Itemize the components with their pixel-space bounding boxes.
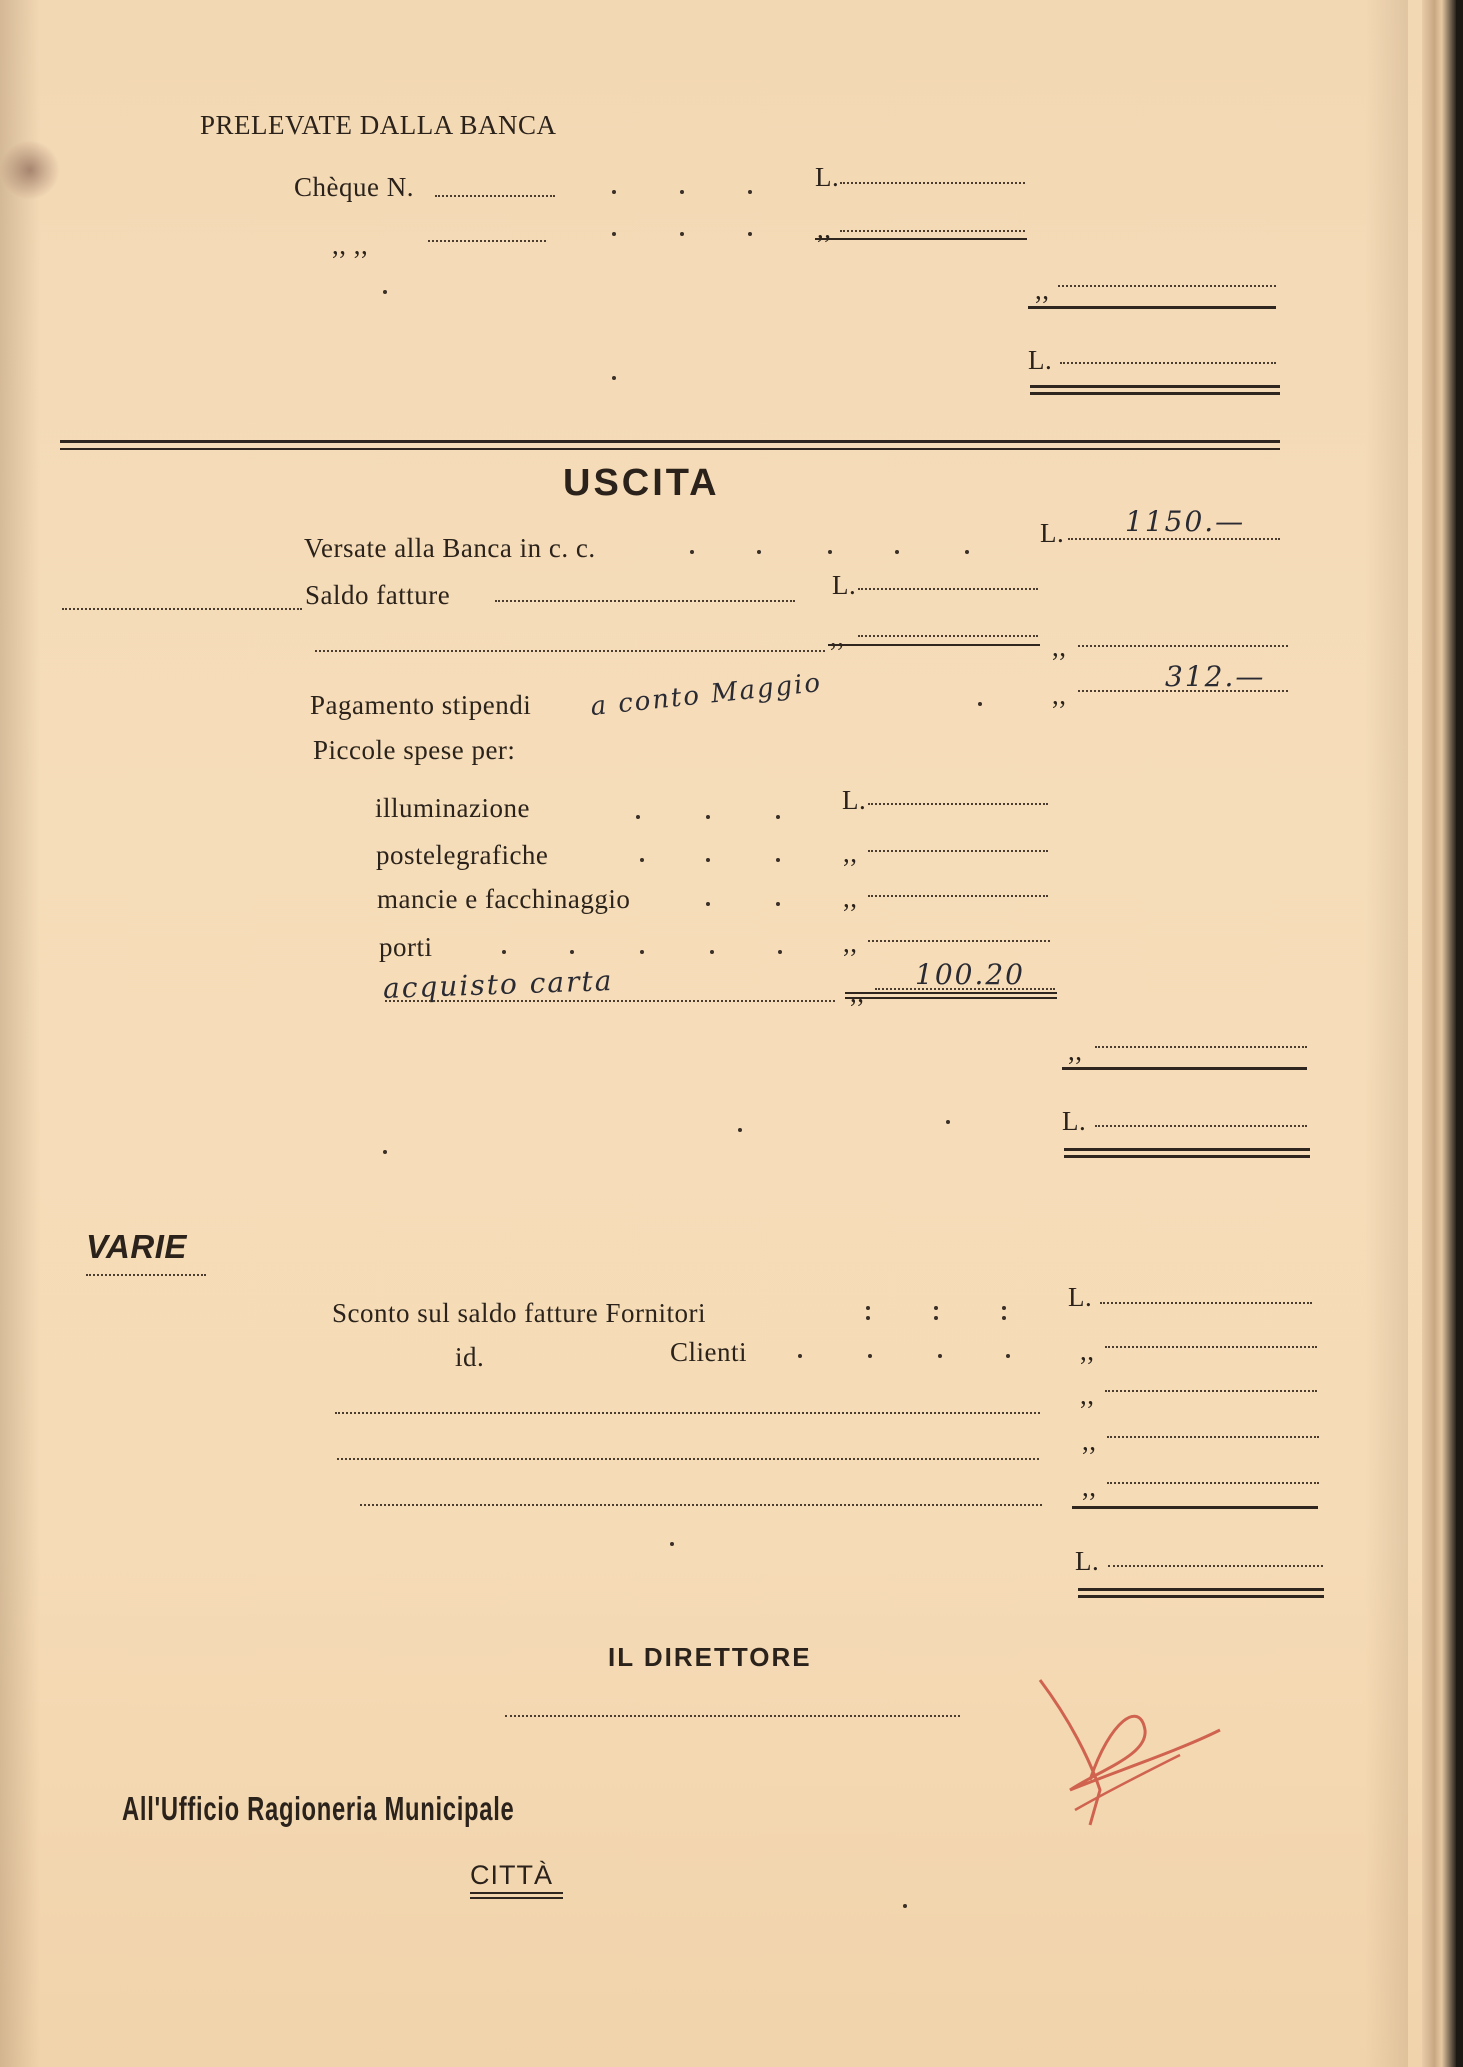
- cheque-amount-line: [840, 182, 1025, 184]
- extra-item-line: [385, 1000, 835, 1002]
- pagamento-note-handwritten: a conto Maggio: [589, 667, 824, 723]
- uscita-total-rule-1: [1064, 1148, 1310, 1151]
- paper-stain: [0, 140, 60, 200]
- piccole-subtotal-ditto: ,,: [1068, 1036, 1083, 1066]
- item-illuminazione: illuminazione: [375, 793, 530, 823]
- piccole-subtotal-rule: [1062, 1067, 1307, 1070]
- versate-lira: L.: [1040, 518, 1065, 548]
- varie-total-rule-1: [1078, 1588, 1324, 1591]
- sconto-fornitori-label: Sconto sul saldo fatture Fornitori: [332, 1298, 706, 1328]
- piccole-sum-rule-1: [845, 992, 1057, 994]
- saldo-sum-rule: [828, 644, 1040, 646]
- varie-extra-line-1: [335, 1412, 1040, 1414]
- saldo-desc-line: [495, 600, 795, 602]
- saldo-subtotal-line: [1078, 645, 1288, 647]
- direttore-label: IL DIRETTORE: [608, 1642, 812, 1672]
- cheque-sum-rule: [815, 238, 1027, 240]
- red-pencil-mark-icon: [1030, 1660, 1230, 1840]
- clienti-ditto: ,,: [1080, 1336, 1095, 1366]
- cheque-number-line: [435, 195, 555, 197]
- uscita-total-line: [1095, 1125, 1307, 1127]
- prelevate-total-lira: L.: [1028, 345, 1053, 375]
- left-shadow: [0, 0, 40, 2067]
- saldo-label: Saldo fatture: [305, 580, 451, 610]
- item-mancie: mancie e facchinaggio: [377, 884, 631, 914]
- id-label: id.: [455, 1342, 485, 1372]
- porti-line: [868, 940, 1050, 942]
- prelevate-subtotal-rule: [1028, 306, 1276, 309]
- varie-extra3-amount-line: [1107, 1482, 1319, 1484]
- varie-heading: VARIE: [86, 1228, 187, 1265]
- clienti-label: Clienti: [670, 1337, 747, 1367]
- varie-total-line: [1108, 1565, 1323, 1567]
- fornitori-amount-line: [1100, 1302, 1312, 1304]
- varie-extra1-ditto: ,,: [1080, 1380, 1095, 1410]
- varie-subtotal-rule: [1072, 1506, 1318, 1509]
- prelevate-subtotal-ditto: ,,: [1035, 275, 1050, 305]
- extra-item-amount-handwritten: 100.20: [915, 958, 1025, 991]
- pagamento-label: Pagamento stipendi: [310, 690, 532, 720]
- varie-extra2-ditto: ,,: [1082, 1426, 1097, 1456]
- prelevate-subtotal-line: [1058, 285, 1276, 287]
- illuminazione-lira: L.: [842, 785, 867, 815]
- varie-total-rule-2: [1078, 1595, 1324, 1598]
- item-postelegrafiche: postelegrafiche: [376, 840, 549, 870]
- clienti-amount-line: [1105, 1346, 1317, 1348]
- prelevate-total-line: [1060, 362, 1276, 364]
- cheque-lira-label: L.: [815, 162, 840, 192]
- citta-underline-1: [470, 1892, 563, 1894]
- uscita-heading: USCITA: [563, 462, 720, 504]
- prelevate-total-rule-1: [1030, 385, 1280, 388]
- versate-label: Versate alla Banca in c. c.: [304, 533, 596, 563]
- cheque2-ditto: ,,: [817, 214, 832, 244]
- postelegrafiche-ditto: ,,: [843, 838, 858, 868]
- varie-total-lira: L.: [1075, 1546, 1100, 1576]
- prelevate-heading: PRELEVATE DALLA BANCA: [200, 110, 557, 140]
- fornitori-lira: L.: [1068, 1282, 1093, 1312]
- varie-underline: [86, 1274, 206, 1276]
- varie-extra2-amount-line: [1107, 1436, 1319, 1438]
- piccole-label: Piccole spese per:: [313, 735, 516, 765]
- mancie-ditto: ,,: [843, 883, 858, 913]
- extra-item-ditto: ,,: [850, 978, 865, 1008]
- saldo-lira: L.: [832, 570, 857, 600]
- item-porti: porti: [379, 932, 433, 962]
- porti-ditto: ,,: [843, 928, 858, 958]
- postelegrafiche-line: [868, 850, 1048, 852]
- uscita-total-lira: L.: [1062, 1106, 1087, 1136]
- varie-extra-line-3: [360, 1504, 1042, 1506]
- extra-item-handwritten: acquisto carta: [382, 963, 614, 1006]
- citta-label: CITTÀ: [470, 1860, 553, 1890]
- saldo2-ditto: ,,: [830, 622, 845, 652]
- pagamento-amount-handwritten: 312.—: [1165, 660, 1266, 693]
- saldo2-amount-line: [858, 635, 1038, 637]
- section-divider-2: [60, 448, 1280, 450]
- varie-extra-line-2: [337, 1458, 1039, 1460]
- versate-amount-handwritten: 1150.—: [1125, 505, 1246, 538]
- varie-extra3-ditto: ,,: [1082, 1472, 1097, 1502]
- cheque-ditto-label: ,, ,,: [332, 230, 369, 260]
- versate-amount-line: [1068, 538, 1280, 540]
- cheque-label: Chèque N.: [294, 172, 414, 202]
- piccole-subtotal-line: [1095, 1046, 1307, 1048]
- section-divider-1: [60, 440, 1280, 443]
- saldo-subtotal-ditto: ,,: [1052, 632, 1067, 662]
- prelevate-total-rule-2: [1030, 392, 1280, 395]
- ufficio-addressee: All'Ufficio Ragioneria Municipale: [122, 1790, 515, 1827]
- uscita-total-rule-2: [1064, 1155, 1310, 1158]
- illuminazione-line: [868, 803, 1048, 805]
- direttore-signature-line: [505, 1715, 960, 1717]
- cheque2-amount-line: [840, 230, 1025, 232]
- saldo-left-line: [62, 608, 302, 610]
- saldo2-desc-line: [315, 650, 825, 652]
- right-shadow: [1365, 0, 1408, 2067]
- varie-extra1-amount-line: [1105, 1390, 1317, 1392]
- pagamento-ditto: ,,: [1052, 680, 1067, 710]
- citta-underline-2: [470, 1897, 563, 1899]
- saldo-amount-line: [858, 588, 1038, 590]
- mancie-line: [868, 895, 1048, 897]
- cheque2-number-line: [428, 240, 546, 242]
- piccole-sum-rule-2: [845, 997, 1057, 999]
